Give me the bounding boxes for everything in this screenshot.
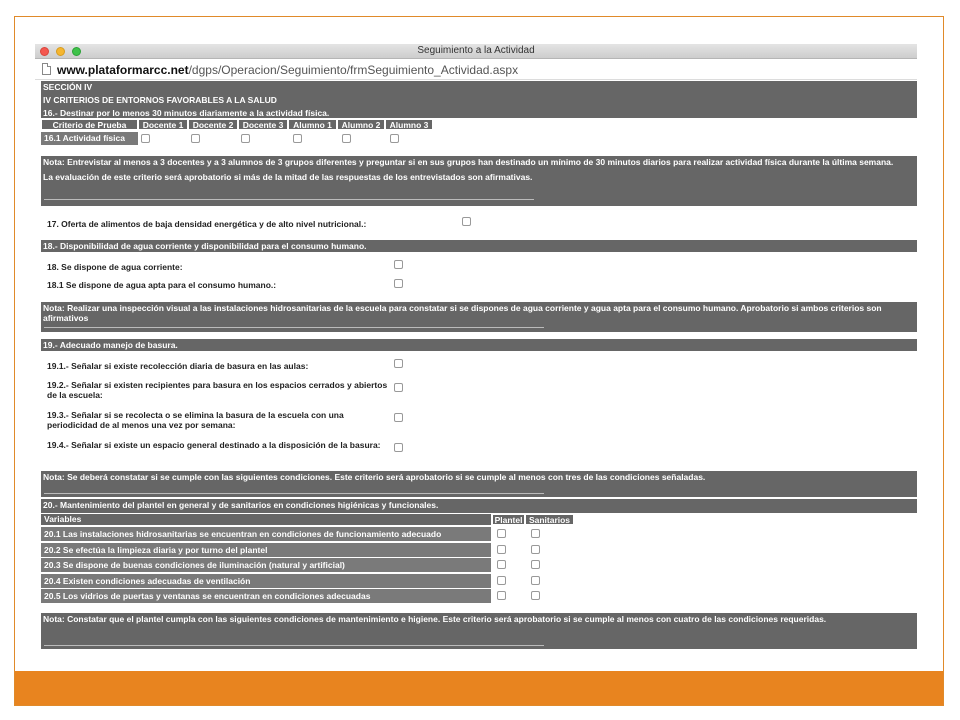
q20-row-2-sanitarios-checkbox[interactable] xyxy=(531,545,540,554)
q20-row-3-label: 20.3 Se dispone de buenas condiciones de iluminación (natural y artificial) xyxy=(41,558,491,572)
q16-row-label: 16.1 Actividad física xyxy=(41,132,138,145)
q16-docente-2-checkbox[interactable] xyxy=(191,134,200,143)
q18-item-1-label: 18. Se dispone de agua corriente: xyxy=(47,262,183,272)
divider xyxy=(44,327,544,328)
page-url[interactable] xyxy=(57,63,518,77)
q20-row-5-plantel-checkbox[interactable] xyxy=(497,591,506,600)
q20-header-variables: Variables xyxy=(41,514,491,525)
q18-item-2-checkbox[interactable] xyxy=(394,279,403,288)
q20-row-1-label: 20.1 Las instalaciones hidrosanitarias se encuentran en condiciones de funcionamiento adecuado xyxy=(41,527,491,541)
q20-row-2-plantel-checkbox[interactable] xyxy=(497,545,506,554)
q17-checkbox[interactable] xyxy=(462,217,471,226)
q16-header-alumno-2: Alumno 2 xyxy=(337,119,385,130)
q19-item-1-checkbox[interactable] xyxy=(394,359,403,368)
q16-docente-1-checkbox[interactable] xyxy=(141,134,150,143)
q16-header-alumno-3: Alumno 3 xyxy=(385,119,433,130)
q20-row-1-plantel-checkbox[interactable] xyxy=(497,529,506,538)
q20-row-2-label: 20.2 Se efectúa la limpieza diaria y por turno del plantel xyxy=(41,543,491,557)
q19-note xyxy=(41,471,917,497)
q20-header-sanitarios: Sanitarios xyxy=(525,514,574,525)
q16-header-docente-1: Docente 1 xyxy=(138,119,188,130)
q16-header-docente-2: Docente 2 xyxy=(188,119,238,130)
q19-note-text: Nota: Se deberá constatar si se cumple con las siguientes condiciones. Este criterio será aprobatorio si se cumple al menos con tres de las condiciones señaladas. xyxy=(43,472,706,482)
q18-item-2-label: 18.1 Se dispone de agua apta para el consumo humano.: xyxy=(47,280,277,290)
q16-title: 16.- Destinar por lo menos 30 minutos diariamente a la actividad física. xyxy=(43,108,330,118)
q20-row-5-label: 20.5 Los vidrios de puertas y ventanas se encuentran en condiciones adecuadas xyxy=(41,589,491,603)
q20-row-4-label: 20.4 Existen condiciones adecuadas de ventilación xyxy=(41,574,491,588)
window-titlebar xyxy=(35,44,917,59)
divider xyxy=(44,493,544,494)
q16-header-alumno-1: Alumno 1 xyxy=(288,119,337,130)
q19-item-2-label: 19.2.- Señalar si existen recipientes para basura en los espacios cerrados y abiertos de la escuela: xyxy=(47,380,388,400)
slide-footer-bar xyxy=(15,671,943,705)
q16-header-criterio: Criterio de Prueba xyxy=(41,119,138,130)
q20-note xyxy=(41,613,917,649)
q19-item-4-checkbox[interactable] xyxy=(394,443,403,452)
q20-header-plantel: Plantel xyxy=(492,514,525,525)
q16-note xyxy=(41,156,917,206)
divider xyxy=(44,199,534,200)
q20-title: 20.- Mantenimiento del plantel en general y de sanitarios en condiciones higiénicas y funcionales. xyxy=(41,499,917,513)
q19-title: 19.- Adecuado manejo de basura. xyxy=(41,339,917,351)
browser-window xyxy=(35,44,917,652)
q19-item-4-label: 19.4.- Señalar si existe un espacio general destinado a la disposición de la basura: xyxy=(47,440,381,450)
divider xyxy=(44,645,544,646)
q18-title: 18.- Disponibilidad de agua corriente y disponibilidad para el consumo humano. xyxy=(41,240,917,252)
q20-row-3-plantel-checkbox[interactable] xyxy=(497,560,506,569)
q18-note-text: Nota: Realizar una inspección visual a las instalaciones hidrosanitarias de la escuela para constatar si se dispones de agua corriente y agua apta para el consumo humano. Aprobatorio si ambos criterios son afirmativos xyxy=(43,303,882,323)
q16-note-text: Nota: Entrevistar al menos a 3 docentes y a 3 alumnos de 3 grupos diferentes y preguntar si en sus grupos han destinado un mínimo de 30 minutos diarios para realizar actividad física durante la última semana. xyxy=(43,157,894,167)
section-header xyxy=(41,81,917,118)
q19-item-2-checkbox[interactable] xyxy=(394,383,403,392)
url-path: /dgps/Operacion/Seguimiento/frmSeguimiento_Actividad.aspx xyxy=(188,63,519,77)
q16-docente-3-checkbox[interactable] xyxy=(241,134,250,143)
q18-note xyxy=(41,302,917,332)
q16-alumno-1-checkbox[interactable] xyxy=(293,134,302,143)
q20-row-5-sanitarios-checkbox[interactable] xyxy=(531,591,540,600)
url-host: www.plataformarcc.net xyxy=(57,63,189,77)
q19-item-3-checkbox[interactable] xyxy=(394,413,403,422)
q20-row-4-sanitarios-checkbox[interactable] xyxy=(531,576,540,585)
section-label: SECCIÓN IV xyxy=(43,82,93,92)
section-title: IV CRITERIOS DE ENTORNOS FAVORABLES A LA SALUD xyxy=(43,95,277,105)
address-bar[interactable] xyxy=(35,60,917,80)
q16-note-criteria: La evaluación de este criterio será aprobatorio si más de la mitad de las respuestas de los entrevistados son afirmativas. xyxy=(43,172,533,182)
q19-item-3-label: 19.3.- Señalar si se recolecta o se elimina la basura de la escuela con una periodicidad de al menos una vez por semana: xyxy=(47,410,344,430)
q17-label: 17. Oferta de alimentos de baja densidad energética y de alto nivel nutricional.: xyxy=(47,219,367,229)
document-icon xyxy=(42,63,51,75)
q16-alumno-3-checkbox[interactable] xyxy=(390,134,399,143)
q19-item-1-label: 19.1.- Señalar si existe recolección diaria de basura en las aulas: xyxy=(47,361,309,371)
q16-alumno-2-checkbox[interactable] xyxy=(342,134,351,143)
q20-row-1-sanitarios-checkbox[interactable] xyxy=(531,529,540,538)
q18-item-1-checkbox[interactable] xyxy=(394,260,403,269)
q20-row-3-sanitarios-checkbox[interactable] xyxy=(531,560,540,569)
window-title: Seguimiento a la Actividad xyxy=(417,45,535,56)
q16-header-docente-3: Docente 3 xyxy=(238,119,288,130)
q20-note-text: Nota: Constatar que el plantel cumpla con las siguientes condiciones de mantenimiento e higiene. Este criterio será aprobatorio si se cumple al menos con cuatro de las condiciones requeridas. xyxy=(43,614,827,624)
q20-row-4-plantel-checkbox[interactable] xyxy=(497,576,506,585)
